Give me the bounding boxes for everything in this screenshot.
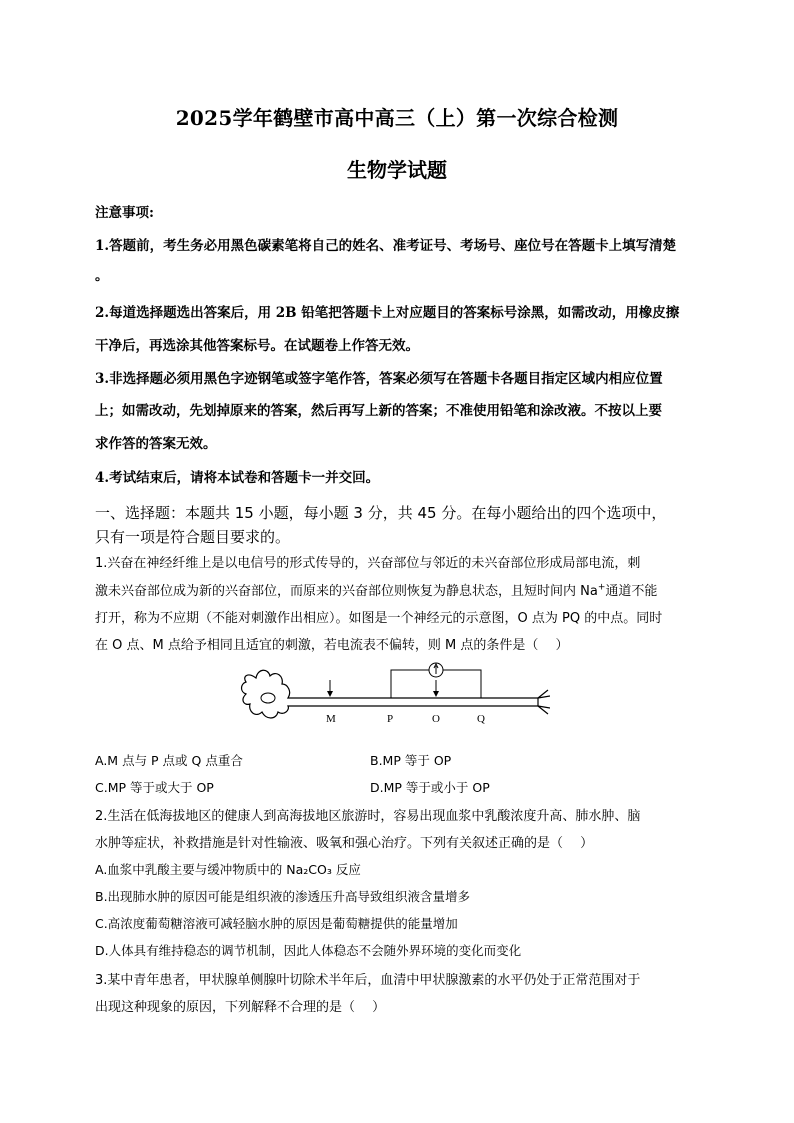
notice-line: 3.非选择题必须用黑色字迹钢笔或签字笔作答，答案必须写在答题卡各题目指定区域内相应位置	[95, 371, 663, 387]
question-text: 1.兴奋在神经纤维上是以电信号的形式传导的，兴奋部位与邻近的未兴奋部位形成局部电流，刺	[95, 556, 641, 571]
notice-line: 1.答题前，考生务必用黑色碳素笔将自己的姓名、准考证号、考场号、座位号在答题卡上填写清楚	[95, 238, 677, 254]
question-text: 打开，称为不应期（不能对刺激作出相应）。如图是一个神经元的示意图，O 点为 PQ 的中点。同时	[95, 611, 663, 626]
notice-line: 2.每道选择题选出答案后，用 2B 铅笔把答题卡上对应题目的答案标号涂黑，如需改动，用橡皮擦	[95, 305, 680, 321]
neuron-soma	[242, 670, 539, 718]
question-text: 3.某中青年患者，甲状腺单侧腺叶切除术半年后，血清中甲状腺激素的水平仍处于正常范围对于	[95, 973, 641, 988]
notice-line: 。	[95, 268, 109, 284]
nucleus	[261, 693, 275, 703]
exam-title: 2025学年鹤壁市高中高三（上）第一次综合检测	[175, 106, 619, 130]
notice-line: 4.考试结束后，请将本试卷和答题卡一并交回。	[95, 470, 380, 486]
notice-heading: 注意事项:	[95, 205, 154, 221]
section-heading: 只有一项是符合题目要求的。	[95, 528, 291, 546]
option-d: D.MP 等于或小于 OP	[370, 780, 490, 795]
axon-terminal	[538, 690, 550, 714]
label-m: M	[326, 713, 336, 725]
question-text: 水肿等症状，补救措施是针对性输液、吸氧和强心治疗。下列有关叙述正确的是（ ）	[95, 836, 594, 851]
option-b: B.出现肺水肿的原因可能是组织液的渗透压升高导致组织液含量增多	[95, 889, 471, 904]
option-b: B.MP 等于 OP	[370, 753, 452, 768]
label-o: O	[432, 713, 440, 725]
exam-subtitle: 生物学试题	[347, 158, 447, 182]
option-a: A.血浆中乳酸主要与缓冲物质中的 Na₂CO₃ 反应	[95, 862, 361, 877]
option-c: C.MP 等于或大于 OP	[95, 780, 214, 795]
label-q: Q	[477, 713, 485, 725]
question-text: 2.生活在低海拔地区的健康人到高海拔地区旅游时，容易出现血浆中乳酸浓度升高、肺水肿、脑	[95, 809, 641, 824]
option-c: C.高浓度葡萄糖溶液可减轻脑水肿的原因是葡萄糖提供的能量增加	[95, 916, 458, 931]
question-text: 在 O 点、M 点给予相同且适宜的刺激，若电流表不偏转，则 M 点的条件是（ ）	[95, 638, 569, 653]
notice-line: 上；如需改动，先划掉原来的答案，然后再写上新的答案；不准使用铅笔和涂改液。不按以上要	[95, 403, 662, 419]
option-a: A.M 点与 P 点或 Q 点重合	[95, 753, 243, 768]
arrowhead	[433, 691, 439, 697]
option-d: D.人体具有维持稳态的调节机制，因此人体稳态不会随外界环境的变化而变化	[95, 943, 522, 958]
notice-line: 干净后，再选涂其他答案标号。在试题卷上作答无效。	[95, 338, 419, 354]
question-text: 激未兴奋部位成为新的兴奋部位，而原来的兴奋部位则恢复为静息状态，且短时间内 Na+通道不能	[95, 582, 658, 599]
arrowhead	[327, 691, 333, 697]
neuron-diagram	[238, 660, 550, 740]
notice-line: 求作答的答案无效。	[95, 436, 217, 452]
question-text: 出现这种现象的原因，下列解释不合理的是（ ）	[95, 1000, 386, 1015]
label-p: P	[387, 713, 394, 725]
section-heading: 一、选择题：本题共 15 小题，每小题 3 分，共 45 分。在每小题给出的四个选项中，	[95, 504, 667, 522]
